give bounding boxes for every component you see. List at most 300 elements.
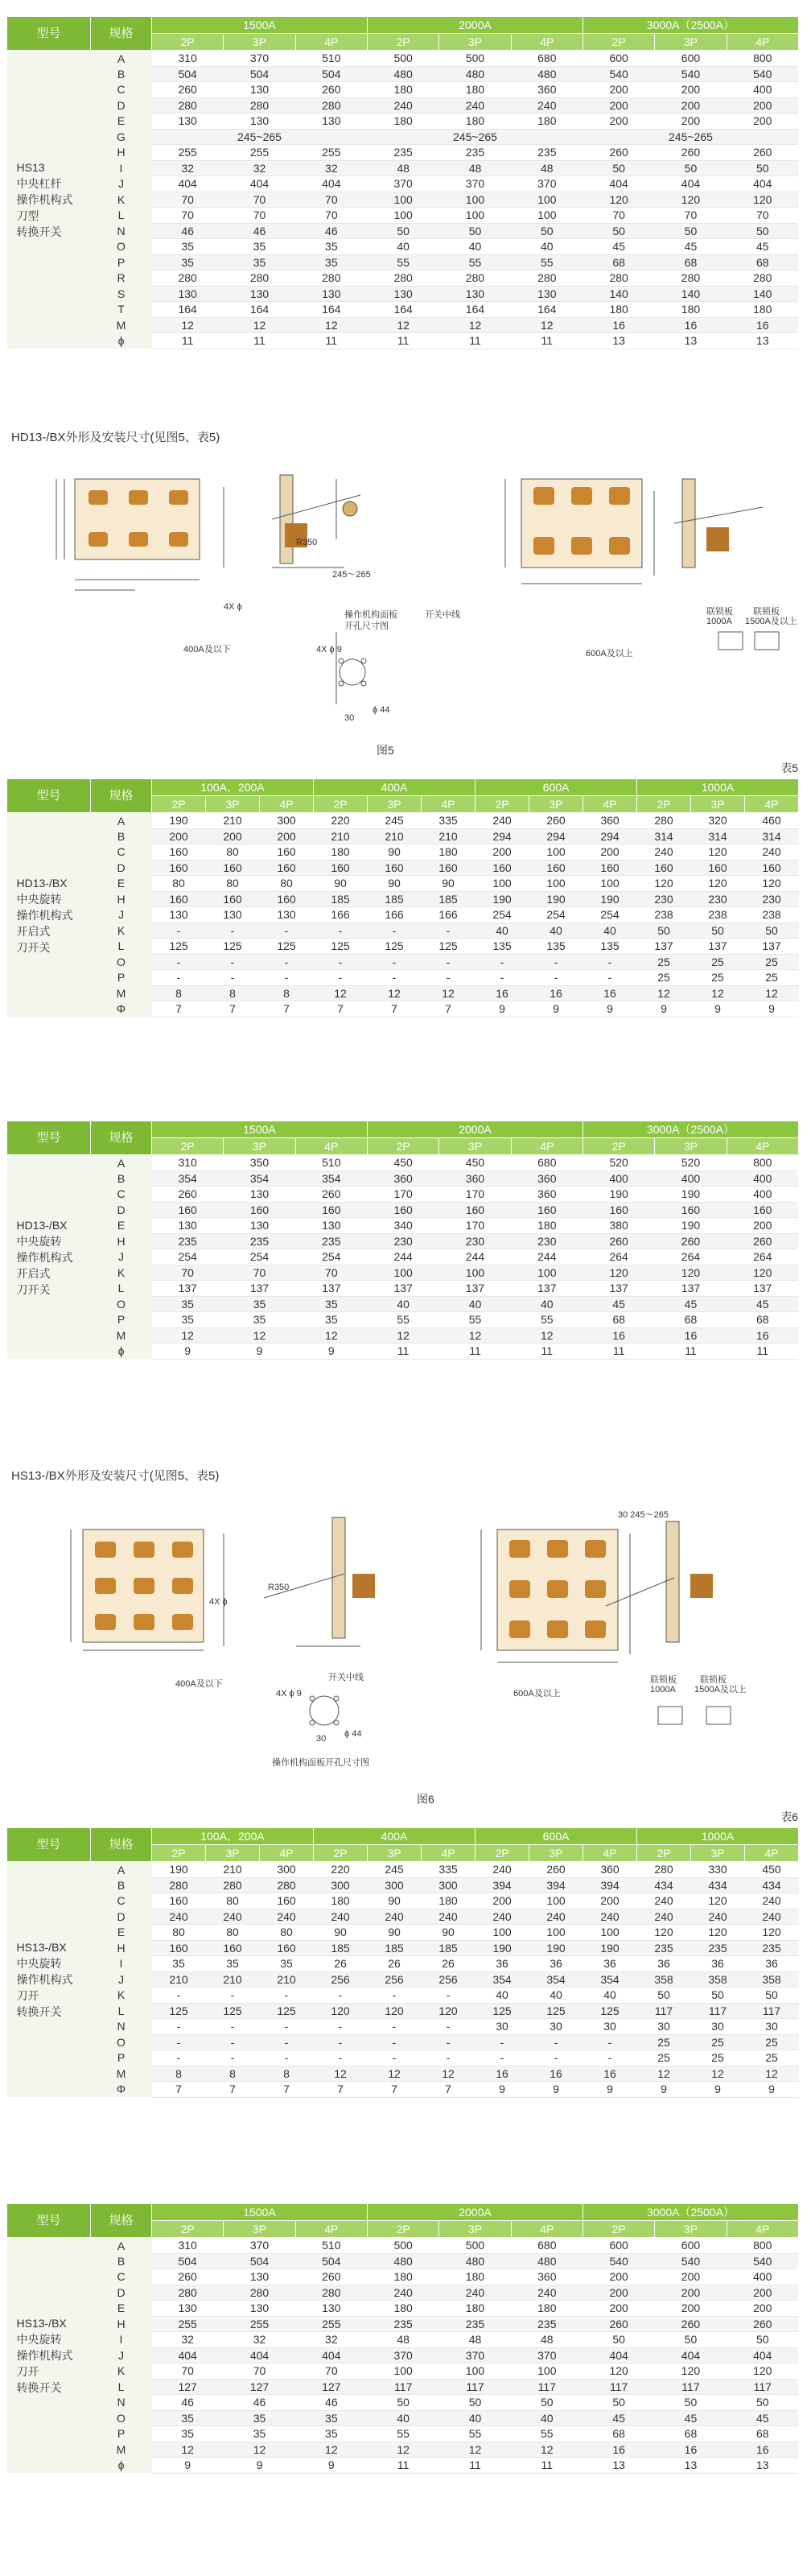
table-cell: 504 <box>224 2253 295 2269</box>
table-cell: 90 <box>422 876 475 892</box>
table-cell: 100 <box>529 844 583 861</box>
table-row <box>7 2253 799 2269</box>
table-cell: 360 <box>583 1862 637 1878</box>
table-cell: 310 <box>152 2238 224 2254</box>
row-label: K <box>91 2363 152 2380</box>
table-cell: - <box>314 1988 368 2004</box>
table-cell: 210 <box>314 828 368 844</box>
table-cell: 12 <box>367 2442 438 2458</box>
table-cell: 35 <box>224 239 295 255</box>
table-cell: 117 <box>637 2003 691 2019</box>
table-cell: 137 <box>745 939 799 955</box>
table-cell: 68 <box>655 1312 727 1328</box>
table-cell: 50 <box>367 223 438 239</box>
table-cell: 30 <box>745 2019 799 2035</box>
table-cell: 200 <box>583 97 654 114</box>
row-label: E <box>91 1925 152 1941</box>
table-cell: 35 <box>295 239 367 255</box>
model-line: 中央杠杆 <box>16 177 62 190</box>
row-label: ϕ <box>91 2458 152 2474</box>
header-pole: 4P <box>511 34 583 51</box>
table-cell: 540 <box>583 2253 654 2269</box>
table-cell: 32 <box>152 2332 224 2348</box>
table-cell: 45 <box>583 239 654 255</box>
table-cell: 254 <box>583 907 637 923</box>
table-cell: 13 <box>655 333 727 349</box>
header-pole: 3P <box>368 1845 422 1862</box>
table-cell: 434 <box>691 1877 745 1893</box>
table-cell: 8 <box>260 2066 314 2082</box>
table-cell: 11 <box>367 2458 438 2474</box>
table-cell: 540 <box>655 66 727 82</box>
table-cell: 260 <box>295 1187 367 1203</box>
table-cell: 120 <box>368 2003 422 2019</box>
table-cell: 166 <box>422 907 475 923</box>
table-cell: 9 <box>691 1001 745 1018</box>
table-cell: - <box>314 954 368 970</box>
table-cell: 500 <box>439 2238 511 2254</box>
table-cell: - <box>529 954 583 970</box>
table-cell: 50 <box>583 160 654 176</box>
table-cell: 50 <box>637 1988 691 2004</box>
f6-link-1500: 联锁板 <box>700 1675 727 1685</box>
table-cell: 190 <box>583 1940 637 1956</box>
row-label: L <box>91 2003 152 2019</box>
table-row <box>7 317 799 333</box>
table-cell: 450 <box>367 1155 438 1171</box>
header-pole: 2P <box>583 1138 654 1155</box>
table-cell: 137 <box>511 1281 583 1297</box>
table-cell: 100 <box>367 2363 438 2380</box>
table-cell: 125 <box>314 939 368 955</box>
table-cell: - <box>260 2050 314 2066</box>
table-cell: 160 <box>314 860 368 876</box>
table-row <box>7 891 799 907</box>
table-cell: 46 <box>224 2395 295 2411</box>
table-cell: 800 <box>727 1155 798 1171</box>
table-cell: 120 <box>637 876 691 892</box>
table-cell: 9 <box>224 2458 295 2474</box>
table-cell: 260 <box>727 1233 798 1249</box>
row-label: E <box>91 2301 152 2317</box>
model-line: 刀型 <box>16 209 39 222</box>
header-spec: 规格 <box>91 17 152 51</box>
table-cell: 90 <box>368 876 422 892</box>
table-cell: 254 <box>295 1249 367 1265</box>
row-label: B <box>91 1170 152 1187</box>
table-row <box>7 208 799 224</box>
header-type: 型号 <box>7 779 91 813</box>
table-cell: 255 <box>224 145 295 161</box>
table-cell: 404 <box>583 2347 654 2363</box>
table-cell: 12 <box>314 2066 368 2082</box>
header-rating-group: 3000A（2500A） <box>583 17 798 34</box>
table-cell: 400 <box>727 2269 798 2285</box>
table-cell: - <box>368 2019 422 2035</box>
row-label: L <box>91 939 152 955</box>
f6-dim-4xphi9: 4X ϕ 9 <box>276 1689 302 1699</box>
table-cell: 200 <box>583 114 654 130</box>
table-cell: 358 <box>745 1971 799 1988</box>
table-cell: 100 <box>475 876 529 892</box>
table-cell: 260 <box>583 145 654 161</box>
table-cell: 9 <box>475 2082 529 2098</box>
table-row <box>7 1877 799 1893</box>
table-cell: 210 <box>152 1971 206 1988</box>
table-cell: 120 <box>691 844 745 861</box>
table-row <box>7 985 799 1001</box>
spec-table <box>6 16 799 349</box>
table-cell: 360 <box>511 1170 583 1187</box>
table-cell: 100 <box>529 1893 583 1909</box>
f6-link-1000: 联锁板 <box>650 1675 677 1685</box>
table-row <box>7 2066 799 2082</box>
header-pole: 3P <box>368 796 422 813</box>
row-label: N <box>91 2019 152 2035</box>
table-row <box>7 145 799 161</box>
header-pole: 3P <box>529 796 583 813</box>
table-cell: 40 <box>583 923 637 939</box>
table-cell: 504 <box>224 66 295 82</box>
table-row <box>7 2034 799 2050</box>
table-cell: 9 <box>583 2082 637 2098</box>
table-cell: 520 <box>583 1155 654 1171</box>
table-cell: 12 <box>422 2066 475 2082</box>
spec-table <box>6 1121 799 1360</box>
table-cell: 294 <box>475 828 529 844</box>
row-label: K <box>91 192 152 208</box>
table-cell: 400 <box>727 82 798 98</box>
table-cell: 264 <box>655 1249 727 1265</box>
table-cell: - <box>422 1988 475 2004</box>
model-line: 操作机构式 <box>16 2349 73 2362</box>
table-cell: 30 <box>691 2019 745 2035</box>
table-cell: 235 <box>691 1940 745 1956</box>
header-pole: 2P <box>583 2221 654 2238</box>
table-cell: 130 <box>206 907 260 923</box>
table-cell: 55 <box>439 1312 511 1328</box>
table-cell: 11 <box>224 333 295 349</box>
table-cell: 160 <box>655 1202 727 1218</box>
row-label: P <box>91 2050 152 2066</box>
header-rating-group: 1500A <box>152 2204 368 2221</box>
header-pole: 2P <box>637 1845 691 1862</box>
row-label: C <box>91 1893 152 1909</box>
table-cell: 25 <box>637 954 691 970</box>
header-pole: 4P <box>422 1845 475 1862</box>
table-cell: - <box>152 2034 206 2050</box>
table-cell: 180 <box>439 2269 511 2285</box>
table-cell: 280 <box>637 1862 691 1878</box>
table-cell: 354 <box>583 1971 637 1988</box>
table-cell: 16 <box>529 985 583 1001</box>
table-cell: 12 <box>295 1327 367 1344</box>
table-cell: 185 <box>422 891 475 907</box>
table-row <box>7 1170 799 1187</box>
table-cell: 40 <box>439 1296 511 1312</box>
table-cell: 404 <box>655 2347 727 2363</box>
row-label: J <box>91 176 152 192</box>
table-cell: 7 <box>152 2082 206 2098</box>
table-cell: 12 <box>691 985 745 1001</box>
table-cell: 100 <box>511 208 583 224</box>
table-cell: - <box>314 923 368 939</box>
table-row <box>7 2019 799 2035</box>
table-cell: 40 <box>475 923 529 939</box>
table-row <box>7 192 799 208</box>
table-cell: 200 <box>727 2285 798 2301</box>
table-cell: 160 <box>475 860 529 876</box>
table-cell: 25 <box>691 2034 745 2050</box>
table-cell: 210 <box>206 813 260 829</box>
table-cell: 400 <box>727 1170 798 1187</box>
table-cell: 12 <box>637 985 691 1001</box>
model-line: HS13-/BX <box>16 1941 67 1954</box>
table-cell: 25 <box>691 970 745 986</box>
table-cell: 55 <box>367 2426 438 2442</box>
header-pole: 4P <box>422 796 475 813</box>
table-cell: 12 <box>368 985 422 1001</box>
table-row <box>7 970 799 986</box>
model-line: HD13-/BX <box>16 1218 68 1232</box>
table-cell: 404 <box>152 2347 224 2363</box>
table-cell: 7 <box>368 1001 422 1018</box>
table-cell: 180 <box>314 844 368 861</box>
table-row <box>7 160 799 176</box>
table-row <box>7 1988 799 2004</box>
model-line: 中央旋转 <box>16 1957 62 1970</box>
table-cell: 50 <box>439 223 511 239</box>
table-cell: 12 <box>367 1327 438 1344</box>
table-cell: 240 <box>691 1909 745 1925</box>
header-rating-group: 400A <box>314 1828 475 1845</box>
table-cell: 680 <box>511 1155 583 1171</box>
table-cell: 160 <box>260 1893 314 1909</box>
table-cell: 100 <box>511 192 583 208</box>
header-rating-group: 600A <box>475 779 637 796</box>
table-row <box>7 2442 799 2458</box>
table-cell: 137 <box>295 1281 367 1297</box>
model-line: 中央旋转 <box>16 892 62 906</box>
table-cell: 50 <box>727 160 798 176</box>
table-cell: 160 <box>152 1202 224 1218</box>
table-cell: 210 <box>260 1971 314 1988</box>
table-cell: 340 <box>367 1218 438 1234</box>
table-cell: 55 <box>367 254 438 270</box>
table-cell: 370 <box>439 176 511 192</box>
table-cell: 13 <box>727 2458 798 2474</box>
row-label: I <box>91 160 152 176</box>
table-cell: 180 <box>367 82 438 98</box>
table-cell: 12 <box>439 2442 511 2458</box>
header-rating-group: 2000A <box>367 2204 583 2221</box>
table-row <box>7 2082 799 2098</box>
table-cell: 120 <box>691 1893 745 1909</box>
table-cell: 235 <box>637 1940 691 1956</box>
table-cell: 90 <box>368 1925 422 1941</box>
table-cell: 480 <box>439 2253 511 2269</box>
table-cell: 46 <box>295 223 367 239</box>
row-label: Φ <box>91 1001 152 1018</box>
table-cell: 127 <box>224 2379 295 2395</box>
table-cell: 12 <box>439 1327 511 1344</box>
table-cell: 380 <box>583 1218 654 1234</box>
header-rating-group: 400A <box>314 779 475 796</box>
table-cell: 180 <box>422 1893 475 1909</box>
table-cell: 130 <box>224 1218 295 1234</box>
table5b <box>6 1121 798 1360</box>
table-cell: 160 <box>422 860 475 876</box>
table-cell: 127 <box>295 2379 367 2395</box>
table-cell: 9 <box>637 2082 691 2098</box>
header-rating-group: 2000A <box>367 17 583 34</box>
table-cell: 404 <box>224 176 295 192</box>
table-cell: 12 <box>691 2066 745 2082</box>
row-label: K <box>91 923 152 939</box>
header-pole: 4P <box>727 34 798 51</box>
row-label: O <box>91 1296 152 1312</box>
table-cell: 36 <box>583 1956 637 1972</box>
table-cell: 12 <box>511 1327 583 1344</box>
table-cell: 117 <box>727 2379 798 2395</box>
table-cell: 11 <box>439 333 511 349</box>
table-cell: 50 <box>439 2395 511 2411</box>
table-cell: 50 <box>655 2332 727 2348</box>
table-cell: 68 <box>583 254 654 270</box>
table-row <box>7 923 799 939</box>
table-cell: 120 <box>637 1925 691 1941</box>
table-row <box>7 2395 799 2411</box>
table-cell: 50 <box>655 160 727 176</box>
table-cell: 120 <box>583 1265 654 1281</box>
table-cell: 12 <box>152 317 224 333</box>
model-line: HD13-/BX <box>16 876 68 890</box>
table-cell: 680 <box>511 2238 583 2254</box>
table-cell: 9 <box>745 2082 799 2098</box>
table-cell: 300 <box>260 1862 314 1878</box>
row-label: D <box>91 97 152 114</box>
table-cell: 510 <box>295 1155 367 1171</box>
table-cell: 260 <box>583 1233 654 1249</box>
table-cell: 220 <box>314 1862 368 1878</box>
header-rating-group: 1000A <box>637 779 799 796</box>
row-label: B <box>91 1877 152 1893</box>
table-cell: 45 <box>583 2410 654 2426</box>
table-row <box>7 51 799 67</box>
table-cell: - <box>206 2019 260 2035</box>
table-cell: 200 <box>727 97 798 114</box>
table-cell: 404 <box>727 176 798 192</box>
table-cell: 117 <box>511 2379 583 2395</box>
model-line: HS13-/BX <box>16 2317 67 2330</box>
table-cell: - <box>368 1988 422 2004</box>
f6-panel-caption: 操作机构面板开孔尺寸图 <box>272 1758 369 1768</box>
table-cell: 9 <box>152 2458 224 2474</box>
table-cell: 190 <box>152 813 206 829</box>
table-cell: 125 <box>152 2003 206 2019</box>
table-cell: 125 <box>206 939 260 955</box>
table-cell: 130 <box>224 2269 295 2285</box>
table-cell: 160 <box>206 1940 260 1956</box>
table-cell: 160 <box>727 1202 798 1218</box>
table-cell: 240 <box>439 2285 511 2301</box>
table-cell: 280 <box>295 2285 367 2301</box>
row-label: H <box>91 145 152 161</box>
row-label: C <box>91 2269 152 2285</box>
table-cell: 200 <box>583 1893 637 1909</box>
table-row <box>7 2379 799 2395</box>
table-cell: - <box>583 2050 637 2066</box>
row-label: E <box>91 1218 152 1234</box>
table-cell: 45 <box>727 239 798 255</box>
table-cell: 35 <box>295 1312 367 1328</box>
table-cell: - <box>529 2050 583 2066</box>
table-cell: 130 <box>152 114 224 130</box>
table-cell: 230 <box>439 1233 511 1249</box>
model-description <box>7 1155 91 1360</box>
table-cell: - <box>206 923 260 939</box>
f5-dim-r350: R350 <box>296 538 318 547</box>
table-cell: 80 <box>206 1925 260 1941</box>
table-cell: 70 <box>295 2363 367 2380</box>
f5-dim-phi44: ϕ 44 <box>373 705 390 715</box>
table-cell: 137 <box>152 1281 224 1297</box>
header-rating-group: 100A、200A <box>152 779 314 796</box>
table-cell: 25 <box>637 2034 691 2050</box>
table-cell: 70 <box>295 1265 367 1281</box>
table-cell: 55 <box>511 1312 583 1328</box>
row-label: Φ <box>91 2082 152 2098</box>
table-cell: - <box>260 970 314 986</box>
row-label: S <box>91 286 152 302</box>
table-cell: 48 <box>367 2332 438 2348</box>
table-cell: 160 <box>637 860 691 876</box>
table-cell: 137 <box>583 1281 654 1297</box>
table-cell: - <box>368 954 422 970</box>
table-cell: 320 <box>691 813 745 829</box>
table-cell: 200 <box>655 2301 727 2317</box>
table-cell: 540 <box>583 66 654 82</box>
table-cell: 130 <box>295 2301 367 2317</box>
table-cell: 244 <box>367 1249 438 1265</box>
table-cell: 260 <box>152 2269 224 2285</box>
row-label: J <box>91 2347 152 2363</box>
table-cell: 11 <box>583 1344 654 1360</box>
table-cell: 35 <box>152 2410 224 2426</box>
table-cell: 50 <box>367 2395 438 2411</box>
f5-panel-caption-1: 操作机构面板 <box>344 610 397 620</box>
table-cell: 160 <box>295 1202 367 1218</box>
table-cell: 100 <box>439 192 511 208</box>
table-cell: 130 <box>224 1187 295 1203</box>
table-cell: 200 <box>475 1893 529 1909</box>
table-cell: - <box>206 954 260 970</box>
table-cell: 200 <box>583 2301 654 2317</box>
table-cell: 117 <box>583 2379 654 2395</box>
table-cell: 80 <box>206 876 260 892</box>
table-cell: 540 <box>727 66 798 82</box>
table-cell: 166 <box>314 907 368 923</box>
f5-dim-4xphi: 4X ϕ <box>224 602 242 612</box>
table-cell: 7 <box>314 1001 368 1018</box>
table-cell: 125 <box>583 2003 637 2019</box>
table-cell: 160 <box>152 844 206 861</box>
table-cell: 35 <box>295 1296 367 1312</box>
header-pole: 3P <box>224 1138 295 1155</box>
table-cell: 50 <box>727 223 798 239</box>
table-cell: 70 <box>224 192 295 208</box>
model-line: 转换开关 <box>16 2381 62 2394</box>
